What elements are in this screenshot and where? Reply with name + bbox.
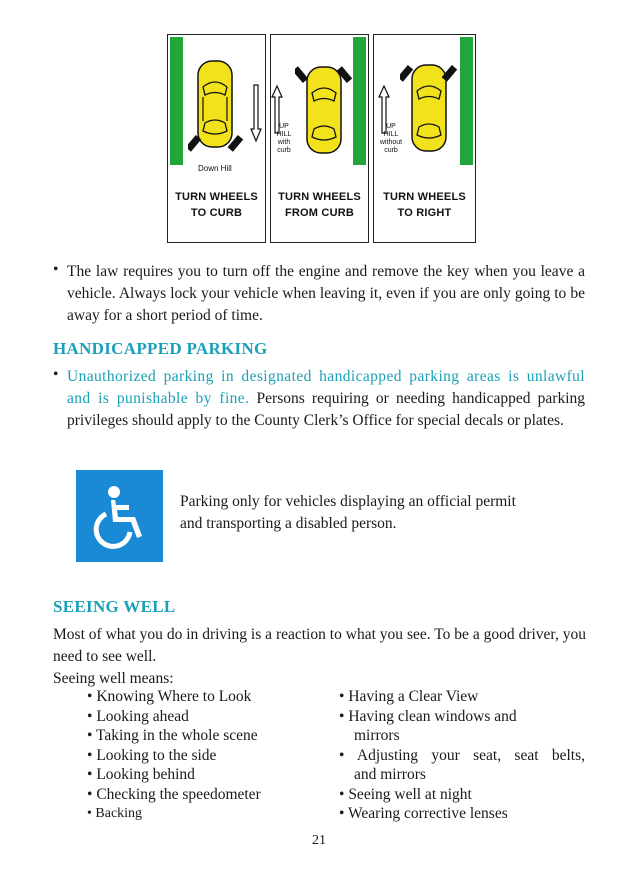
bullet: • xyxy=(53,261,59,278)
panel-turn-to-curb xyxy=(167,34,266,243)
list-item: • Taking in the whole scene xyxy=(87,727,258,744)
list-item: • Backing xyxy=(87,806,143,821)
curb xyxy=(170,37,183,165)
up-hill-with-curb-label: UP HILL with curb xyxy=(276,123,292,154)
list-item-continuation: and mirrors xyxy=(354,766,426,783)
list-item: • Having clean windows and xyxy=(339,708,517,725)
list-item: • Adjusting your seat, seat belts, xyxy=(339,747,585,764)
fine-warning: Unauthorized parking in designated handicapped parking areas is unlawful and is punishable by fine. xyxy=(67,368,585,407)
arrow-down-icon xyxy=(250,83,262,143)
sign-description: Parking only for vehicles displaying an official permit and transporting a disabled person. xyxy=(180,493,516,532)
bullet: • xyxy=(53,366,59,383)
section-heading-handicapped-parking: HANDICAPPED PARKING xyxy=(53,339,268,358)
panel-turn-from-curb xyxy=(270,34,369,243)
handicapped-instructions: Persons requiring or needing handicapped parking privileges should apply to the County Clerk’s Office for special decals or plates. xyxy=(67,390,585,429)
list-item: • Checking the speedometer xyxy=(87,786,261,803)
list-item: • Looking ahead xyxy=(87,708,189,725)
law-paragraph: The law requires you to turn off the engine and remove the key when you leave a vehicle. Always lock your vehicle when leaving it, even if you are only going to be away for a short period of time. xyxy=(67,263,585,324)
car-icon xyxy=(400,61,462,156)
handicapped-paragraph xyxy=(67,366,585,432)
list-item: • Seeing well at night xyxy=(339,786,472,803)
list-item: • Knowing Where to Look xyxy=(87,688,252,705)
handicapped-sign xyxy=(76,470,163,562)
car-icon xyxy=(295,63,357,158)
parking-illustration xyxy=(167,34,476,243)
panel-caption: TURN WHEELS TO CURB xyxy=(175,191,258,219)
list-item: • Looking to the side xyxy=(87,747,217,764)
panel-turn-to-right xyxy=(373,34,476,243)
list-item: • Wearing corrective lenses xyxy=(339,805,508,822)
car-icon xyxy=(188,59,248,154)
panel-caption: TURN WHEELS TO RIGHT xyxy=(383,191,466,219)
seeing-well-means-label: Seeing well means: xyxy=(53,670,174,687)
list-item: • Looking behind xyxy=(87,766,195,783)
page-number: 21 xyxy=(312,833,326,848)
seeing-intro: Most of what you do in driving is a reaction to what you see. To be a good driver, you need to see well. xyxy=(53,626,586,665)
down-hill-label: Down Hill xyxy=(198,164,232,173)
panel-caption: TURN WHEELS FROM CURB xyxy=(278,191,361,219)
section-heading-seeing-well: SEEING WELL xyxy=(53,597,176,616)
up-hill-without-curb-label: UP HILL without curb xyxy=(379,123,403,154)
list-item: • Having a Clear View xyxy=(339,688,479,705)
wheelchair-icon xyxy=(76,470,163,562)
list-item-continuation: mirrors xyxy=(354,727,400,744)
